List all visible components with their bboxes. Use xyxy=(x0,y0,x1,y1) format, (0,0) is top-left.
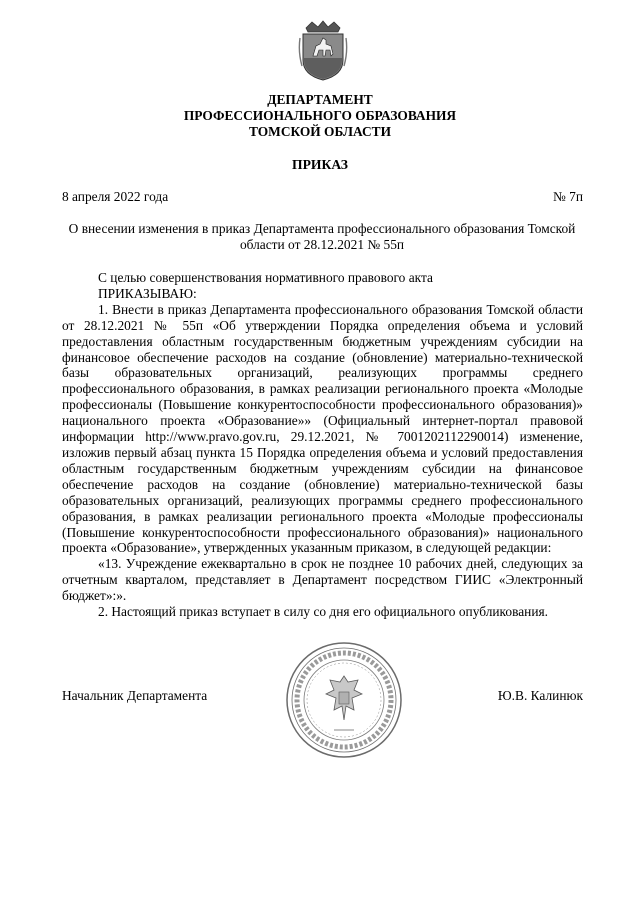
body-item-2: 2. Настоящий приказ вступает в силу со дня его официального опубликования. xyxy=(98,604,548,620)
body-quote: «13. Учреждение ежеквартально в срок не позднее 10 рабочих дней, следующих за отчетным кварталом, представляет в Департамент посредством ГИИС «Электронный бюджет»:». xyxy=(62,556,583,604)
document-body xyxy=(62,270,583,620)
body-intro: С целью совершенствования нормативного правового акта xyxy=(98,270,433,285)
document-subject: О внесении изменения в приказ Департамента профессионального образования Томской области от 28.12.2021 № 55п xyxy=(68,221,576,252)
body-item-1: 1. Внести в приказ Департамента профессионального образования Томской области от 28.12.2021 № 55п «Об утверждении Порядка определения объема и условий предоставления областным государственным бюджетным учреждениям субсидии на финансовое обеспечение расходов на создание (обновление) материально-технической базы образовательных организаций, реализующих программы среднего профессионального образования, в рамках реализации регионального проекта «Молодые профессионалы (Повышение конкурентоспособности профессионального образования)» национального проекта «Образование»» (Официальный интернет-портал правовой информации http://www.pravo.gov.ru, 29.12.2021, № 7001202112290014) изменение, изложив первый абзац пункта 15 Порядка определения объема и условий предоставления областным государственным бюджетным учреждениям субсидии на финансовое обеспечение расходов на создание (обновление) материально-технической базы образовательных организаций, реализующих программы среднего профессионального образования, в рамках реализации регионального проекта «Молодые профессионалы (Повышение конкурентоспособности профессионального образования)» национального проекта «Образование», утвержденных указанным приказом, в следующей редакции: xyxy=(62,301,583,556)
document-type: ПРИКАЗ xyxy=(292,157,348,172)
dept-line-1: ДЕПАРТАМЕНТ xyxy=(267,92,373,107)
body-order-word: ПРИКАЗЫВАЮ: xyxy=(98,285,197,301)
document-number: № 7п xyxy=(553,189,583,204)
department-heading xyxy=(0,92,640,140)
signatory-title: Начальник Департамента xyxy=(62,688,208,703)
dept-line-2: ПРОФЕССИОНАЛЬНОГО ОБРАЗОВАНИЯ xyxy=(183,108,457,123)
signatory-name: Ю.В. Калинюк xyxy=(497,688,583,703)
official-seal-icon xyxy=(284,640,404,760)
document-date: 8 апреля 2022 года xyxy=(62,189,169,204)
coat-of-arms-icon xyxy=(298,20,348,82)
dept-line-3: ТОМСКОЙ ОБЛАСТИ xyxy=(249,124,391,139)
